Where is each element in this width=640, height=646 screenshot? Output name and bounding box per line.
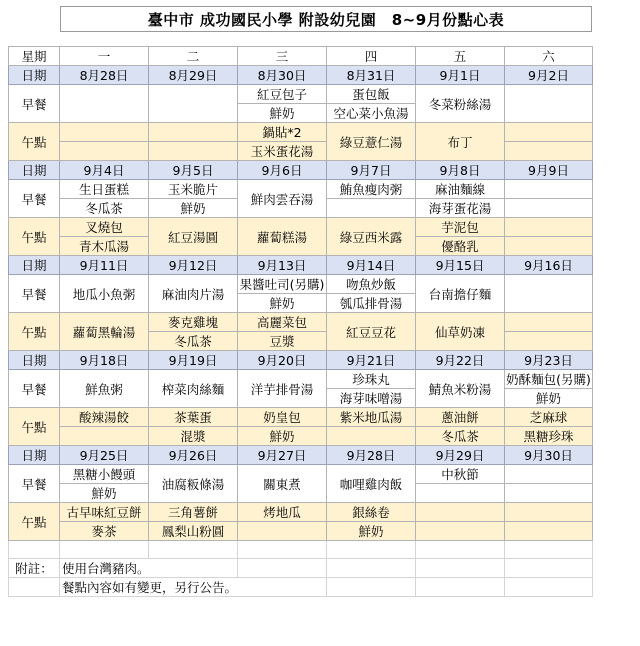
weekday-mon: 一 (60, 47, 149, 66)
menu-cell (149, 142, 238, 161)
menu-cell: 芋泥包 (416, 218, 505, 237)
snack-row (9, 408, 593, 427)
date-cell: 9月16日 (505, 256, 593, 275)
date-cell: 9月30日 (505, 446, 593, 465)
menu-cell: 台南擔仔麵 (416, 275, 505, 313)
menu-cell: 油腐粄條湯 (149, 465, 238, 503)
date-cell: 9月28日 (327, 446, 416, 465)
date-cell: 9月18日 (60, 351, 149, 370)
menu-cell: 鮮肉雲吞湯 (238, 180, 327, 218)
menu-cell (327, 427, 416, 446)
menu-cell: 混漿 (149, 427, 238, 446)
menu-cell: 海芽味噌湯 (327, 389, 416, 408)
date-cell: 8月29日 (149, 66, 238, 85)
menu-cell: 鯖魚米粉湯 (416, 370, 505, 408)
menu-cell: 奶酥麵包(另購) (505, 370, 593, 389)
date-label: 日期 (9, 161, 60, 180)
menu-cell (327, 199, 416, 218)
date-row (9, 161, 593, 180)
menu-cell (60, 85, 149, 123)
weekday-wed: 三 (238, 47, 327, 66)
menu-cell (505, 180, 593, 199)
menu-cell: 麻油麵線 (416, 180, 505, 199)
snack-row (9, 522, 593, 541)
menu-cell: 茶葉蛋 (149, 408, 238, 427)
date-cell: 9月26日 (149, 446, 238, 465)
date-cell: 9月13日 (238, 256, 327, 275)
date-cell: 9月22日 (416, 351, 505, 370)
menu-cell: 冬菜粉絲湯 (416, 85, 505, 123)
date-label: 日期 (9, 446, 60, 465)
menu-cell: 鮮奶 (505, 389, 593, 408)
date-row (9, 446, 593, 465)
weekday-header-row (9, 47, 593, 66)
breakfast-row (9, 370, 593, 389)
date-cell: 9月1日 (416, 66, 505, 85)
blank-row (9, 541, 593, 559)
breakfast-row (9, 180, 593, 199)
date-label: 日期 (9, 351, 60, 370)
menu-cell: 空心菜小魚湯 (327, 104, 416, 123)
menu-cell: 紅豆湯圓 (149, 218, 238, 256)
weekday-tue: 二 (149, 47, 238, 66)
menu-cell: 冬瓜茶 (416, 427, 505, 446)
date-cell: 9月8日 (416, 161, 505, 180)
menu-cell (505, 522, 593, 541)
menu-cell (505, 237, 593, 256)
menu-cell (60, 123, 149, 142)
date-cell: 9月20日 (238, 351, 327, 370)
menu-cell: 叉燒包 (60, 218, 149, 237)
menu-cell: 蘿蔔糕湯 (238, 218, 327, 256)
menu-cell: 烤地瓜 (238, 503, 327, 522)
menu-cell: 三角薯餅 (149, 503, 238, 522)
menu-cell (416, 522, 505, 541)
menu-cell: 關東煮 (238, 465, 327, 503)
breakfast-row (9, 85, 593, 104)
date-cell: 9月19日 (149, 351, 238, 370)
date-cell: 9月29日 (416, 446, 505, 465)
menu-cell: 榨菜肉絲麵 (149, 370, 238, 408)
menu-cell (505, 123, 593, 142)
menu-cell: 芝麻球 (505, 408, 593, 427)
menu-cell: 麥克雞塊 (149, 313, 238, 332)
breakfast-row (9, 275, 593, 294)
date-label: 日期 (9, 256, 60, 275)
snack-menu-table (8, 46, 593, 597)
snack-row (9, 427, 593, 446)
menu-cell (505, 275, 593, 313)
date-cell: 9月6日 (238, 161, 327, 180)
menu-cell: 海芽蛋花湯 (416, 199, 505, 218)
breakfast-label: 早餐 (9, 180, 60, 218)
date-cell: 9月7日 (327, 161, 416, 180)
menu-cell: 冬瓜茶 (60, 199, 149, 218)
snack-row (9, 142, 593, 161)
menu-cell (505, 142, 593, 161)
date-cell: 9月14日 (327, 256, 416, 275)
menu-cell: 麻油肉片湯 (149, 275, 238, 313)
breakfast-label: 早餐 (9, 370, 60, 408)
menu-cell: 布丁 (416, 123, 505, 161)
menu-cell (60, 142, 149, 161)
breakfast-row (9, 465, 593, 484)
menu-cell: 高麗菜包 (238, 313, 327, 332)
date-cell: 9月4日 (60, 161, 149, 180)
menu-cell: 黑糖珍珠 (505, 427, 593, 446)
menu-cell (505, 313, 593, 332)
menu-cell (149, 123, 238, 142)
note-row (9, 578, 593, 597)
date-cell: 9月23日 (505, 351, 593, 370)
menu-cell: 玉米蛋花湯 (238, 142, 327, 161)
date-cell: 9月15日 (416, 256, 505, 275)
menu-cell: 紅豆豆花 (327, 313, 416, 351)
date-cell: 8月28日 (60, 66, 149, 85)
menu-cell (505, 85, 593, 123)
menu-cell: 生日蛋糕 (60, 180, 149, 199)
breakfast-label: 早餐 (9, 85, 60, 123)
menu-cell: 優酪乳 (416, 237, 505, 256)
date-cell: 9月2日 (505, 66, 593, 85)
menu-cell: 紫米地瓜湯 (327, 408, 416, 427)
menu-cell: 地瓜小魚粥 (60, 275, 149, 313)
date-cell: 8月31日 (327, 66, 416, 85)
weekday-thu: 四 (327, 47, 416, 66)
menu-cell (416, 484, 505, 503)
note-line-1: 使用台灣豬肉。 (60, 559, 238, 578)
menu-cell: 古早味紅豆餅 (60, 503, 149, 522)
menu-cell: 奶皇包 (238, 408, 327, 427)
menu-cell (416, 503, 505, 522)
snack-label: 午點 (9, 313, 60, 351)
menu-cell: 鍋貼*2 (238, 123, 327, 142)
menu-cell: 洋芋排骨湯 (238, 370, 327, 408)
snack-row (9, 503, 593, 522)
menu-cell (60, 427, 149, 446)
note-line-2: 餐點內容如有變更，另行公告。 (60, 578, 327, 597)
date-row (9, 256, 593, 275)
date-cell: 9月9日 (505, 161, 593, 180)
snack-label: 午點 (9, 408, 60, 446)
menu-cell: 蘿蔔黑輪湯 (60, 313, 149, 351)
date-cell: 9月27日 (238, 446, 327, 465)
menu-cell (505, 199, 593, 218)
date-cell: 9月5日 (149, 161, 238, 180)
date-cell: 8月30日 (238, 66, 327, 85)
menu-cell (505, 503, 593, 522)
menu-cell: 麥茶 (60, 522, 149, 541)
menu-cell: 珍珠丸 (327, 370, 416, 389)
menu-cell: 紅豆包子 (238, 85, 327, 104)
snack-label: 午點 (9, 123, 60, 161)
weekday-sat: 六 (505, 47, 593, 66)
menu-cell: 鮮奶 (60, 484, 149, 503)
menu-cell (505, 218, 593, 237)
menu-cell (505, 332, 593, 351)
menu-cell: 綠豆薏仁湯 (327, 123, 416, 161)
note-label: 附註： (9, 559, 60, 578)
date-label: 日期 (9, 66, 60, 85)
menu-cell: 玉米脆片 (149, 180, 238, 199)
menu-cell: 鮮奶 (238, 294, 327, 313)
menu-cell: 仙草奶凍 (416, 313, 505, 351)
menu-cell: 鳳梨山粉圓 (149, 522, 238, 541)
breakfast-label: 早餐 (9, 465, 60, 503)
date-cell: 9月11日 (60, 256, 149, 275)
menu-cell: 銀絲卷 (327, 503, 416, 522)
breakfast-label: 早餐 (9, 275, 60, 313)
menu-cell (238, 522, 327, 541)
menu-cell: 吻魚炒飯 (327, 275, 416, 294)
snack-label: 午點 (9, 503, 60, 541)
menu-cell: 鮮魚粥 (60, 370, 149, 408)
menu-cell: 果醬吐司(另購) (238, 275, 327, 294)
weekday-header-label: 星期 (9, 47, 60, 66)
menu-cell: 鮮奶 (327, 522, 416, 541)
weekday-fri: 五 (416, 47, 505, 66)
menu-cell (149, 85, 238, 123)
date-row (9, 351, 593, 370)
menu-cell: 綠豆西米露 (327, 218, 416, 256)
date-cell: 9月21日 (327, 351, 416, 370)
menu-cell: 鮮奶 (238, 104, 327, 123)
menu-cell: 中秋節 (416, 465, 505, 484)
snack-row (9, 313, 593, 332)
menu-cell: 鮪魚瘦肉粥 (327, 180, 416, 199)
page-title: 臺中市 成功國民小學 附設幼兒園 8~9月份點心表 (60, 6, 592, 32)
menu-cell: 冬瓜茶 (149, 332, 238, 351)
snack-row (9, 218, 593, 237)
snack-label: 午點 (9, 218, 60, 256)
menu-cell: 黑糖小饅頭 (60, 465, 149, 484)
menu-cell: 蔥油餅 (416, 408, 505, 427)
menu-cell: 酸辣湯餃 (60, 408, 149, 427)
note-row (9, 559, 593, 578)
menu-cell: 咖哩雞肉飯 (327, 465, 416, 503)
menu-cell: 蛋包飯 (327, 85, 416, 104)
date-cell: 9月12日 (149, 256, 238, 275)
menu-cell: 青木瓜湯 (60, 237, 149, 256)
menu-cell (505, 465, 593, 484)
snack-row (9, 123, 593, 142)
menu-cell: 瓠瓜排骨湯 (327, 294, 416, 313)
menu-cell (505, 484, 593, 503)
menu-cell: 豆漿 (238, 332, 327, 351)
date-row (9, 66, 593, 85)
menu-cell: 鮮奶 (149, 199, 238, 218)
date-cell: 9月25日 (60, 446, 149, 465)
menu-cell: 鮮奶 (238, 427, 327, 446)
